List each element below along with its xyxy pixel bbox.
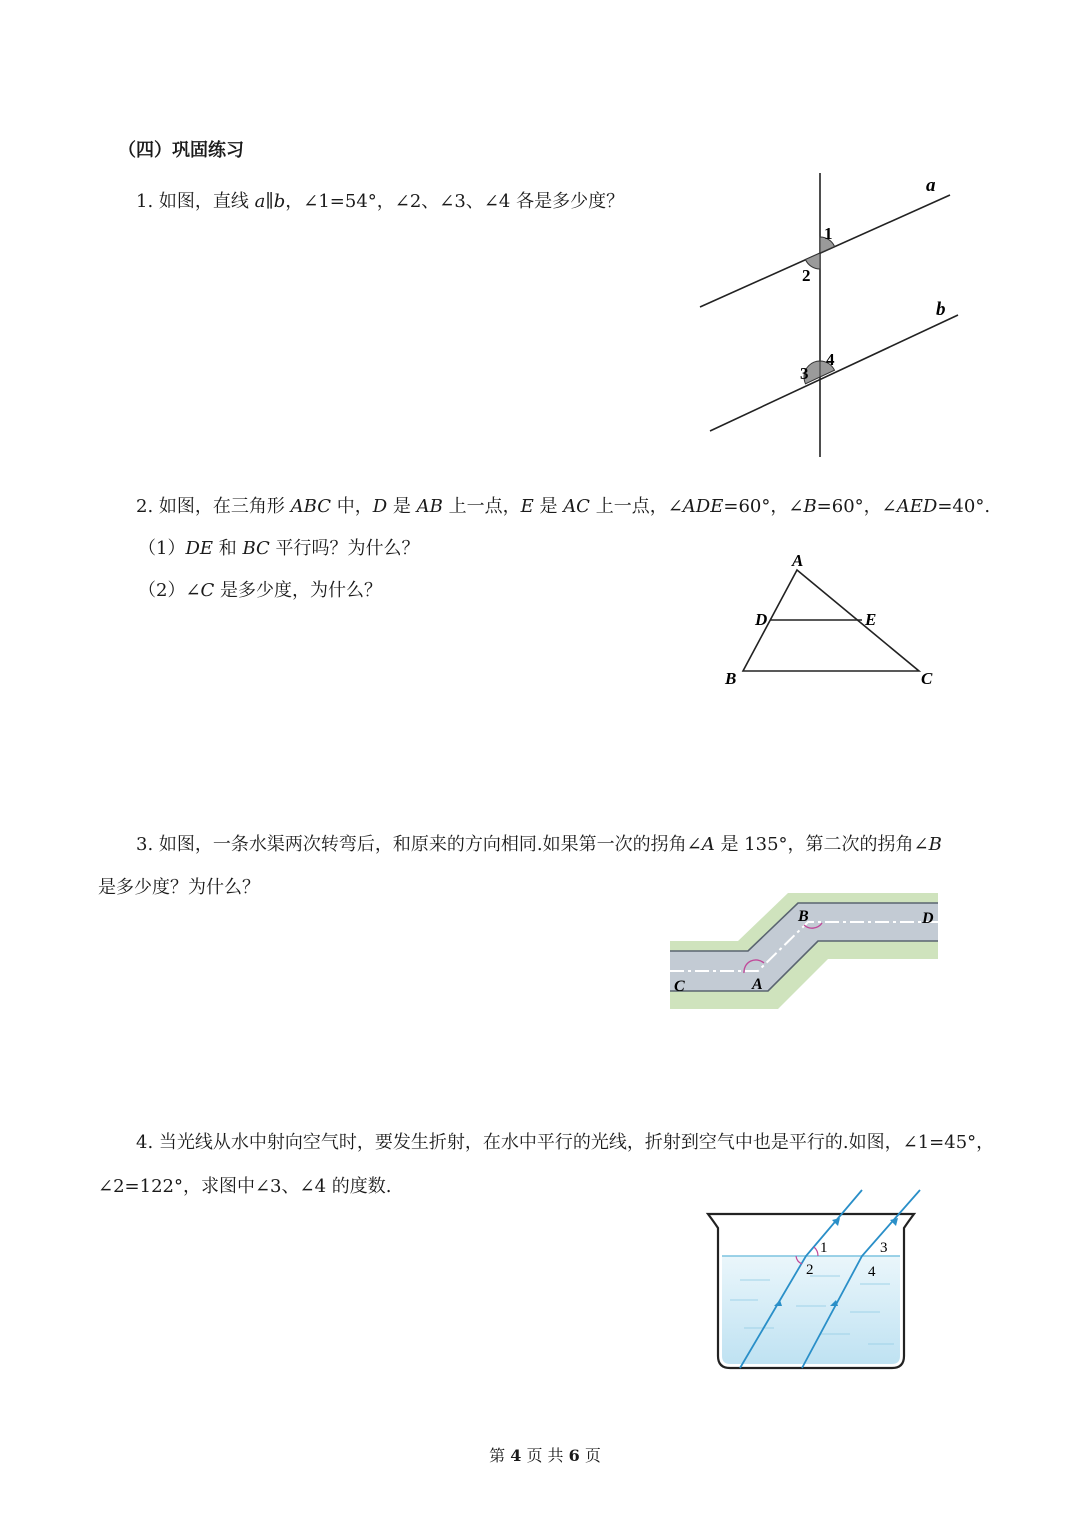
q3-text-part: 是 135°，第二次的拐角∠ — [714, 834, 929, 855]
q2-sub1-prefix: （1） — [138, 538, 186, 559]
q2-sub1-text: 平行吗？为什么？ — [269, 538, 420, 559]
page-footer — [480, 1443, 610, 1466]
q2-text-part: 上一点，∠ — [589, 496, 683, 517]
q2-var: DE — [185, 538, 214, 559]
q2-text-part: =60°，∠ — [816, 496, 897, 517]
q2-text-part: 如图，在三角形 — [158, 496, 291, 517]
label-angle-4: 4 — [868, 1264, 876, 1280]
footer-page-number: 4 — [510, 1446, 522, 1465]
label-D: D — [755, 610, 768, 629]
question-3-number: 3. — [136, 834, 154, 855]
q3-text-part: 如图，一条水渠两次转弯后，和原来的方向相同.如果第一次的拐角∠ — [158, 834, 702, 855]
label-angle-3: 3 — [800, 364, 809, 383]
label-A: A — [792, 551, 804, 570]
q2-text-part: 是 — [387, 496, 417, 517]
q3-var: A — [701, 834, 715, 855]
q2-var: AED — [896, 496, 938, 517]
label-b: b — [936, 299, 946, 320]
question-3-text — [136, 834, 942, 856]
q1-text-part: 如图，直线 — [158, 191, 255, 212]
footer-total-pages: 6 — [568, 1446, 580, 1465]
q2-sub1-text: 和 — [213, 538, 243, 559]
q2-text-part: 中， — [331, 496, 373, 517]
label-C: C — [921, 669, 933, 688]
footer-text: 共 — [547, 1446, 564, 1465]
question-2-number: 2. — [136, 496, 154, 517]
label-angle-3: 3 — [880, 1240, 888, 1256]
q4-text-line-1: 当光线从水中射向空气时，要发生折射，在水中平行的光线，折射到空气中也是平行的.如图，∠1=45°， — [158, 1132, 995, 1153]
question-2-sub-1 — [138, 538, 420, 560]
label-D: D — [922, 910, 934, 927]
q2-sub2-text: 是多少度，为什么？ — [214, 580, 383, 601]
label-angle-2: 2 — [802, 266, 811, 285]
q2-var: ADE — [682, 496, 724, 517]
label-angle-2: 2 — [806, 1262, 814, 1278]
label-a: a — [926, 175, 936, 196]
question-2-sub-2 — [138, 580, 382, 602]
q2-text-part: =40°. — [937, 496, 991, 517]
q2-var: ABC — [290, 496, 331, 517]
q2-text-part: 是 — [533, 496, 564, 517]
footer-text: 页 — [584, 1446, 601, 1465]
footer-text: 页 — [526, 1446, 543, 1465]
question-3-text-line-2: 是多少度？为什么？ — [98, 877, 260, 898]
label-angle-4: 4 — [826, 350, 835, 369]
label-C: C — [674, 978, 685, 995]
q1-var-b: b — [273, 191, 286, 212]
q2-var: BC — [242, 538, 270, 559]
label-angle-1: 1 — [820, 1240, 828, 1256]
q2-var: B — [803, 496, 817, 517]
question-4-text — [136, 1132, 994, 1154]
line-b — [710, 315, 958, 431]
q2-var: D — [372, 496, 388, 517]
figure-parallel-lines — [690, 165, 980, 465]
q1-var-a: a — [254, 191, 266, 212]
footer-text: 第 — [489, 1446, 506, 1465]
label-B: B — [798, 908, 809, 925]
q1-parallel-symbol: ∥ — [265, 191, 274, 212]
q1-text-part: ，∠1=54°，∠2、∠3、∠4 各是多少度？ — [285, 191, 625, 212]
q2-var: AC — [563, 496, 590, 517]
label-angle-1: 1 — [824, 224, 833, 243]
question-2-text — [136, 496, 990, 518]
section-title: （四）巩固练习 — [118, 140, 244, 161]
q2-var: AB — [416, 496, 443, 517]
figure-canal — [670, 893, 938, 1009]
question-1-number: 1. — [136, 191, 154, 212]
question-1-text — [136, 191, 624, 213]
q2-var: C — [200, 580, 215, 601]
figure-beaker — [700, 1188, 940, 1378]
angle-1-arc — [814, 1247, 818, 1256]
q2-var: E — [520, 496, 534, 517]
label-E: E — [865, 610, 877, 629]
label-B: B — [725, 669, 737, 688]
question-4-number: 4. — [136, 1132, 154, 1153]
q3-var: B — [928, 834, 942, 855]
question-4-text-line-2: ∠2=122°，求图中∠3、∠4 的度数. — [98, 1176, 392, 1197]
label-A: A — [752, 976, 763, 993]
q2-sub2-prefix: （2）∠ — [138, 580, 201, 601]
q2-text-part: =60°，∠ — [723, 496, 804, 517]
figure-triangle — [715, 548, 955, 693]
q2-text-part: 上一点， — [442, 496, 521, 517]
